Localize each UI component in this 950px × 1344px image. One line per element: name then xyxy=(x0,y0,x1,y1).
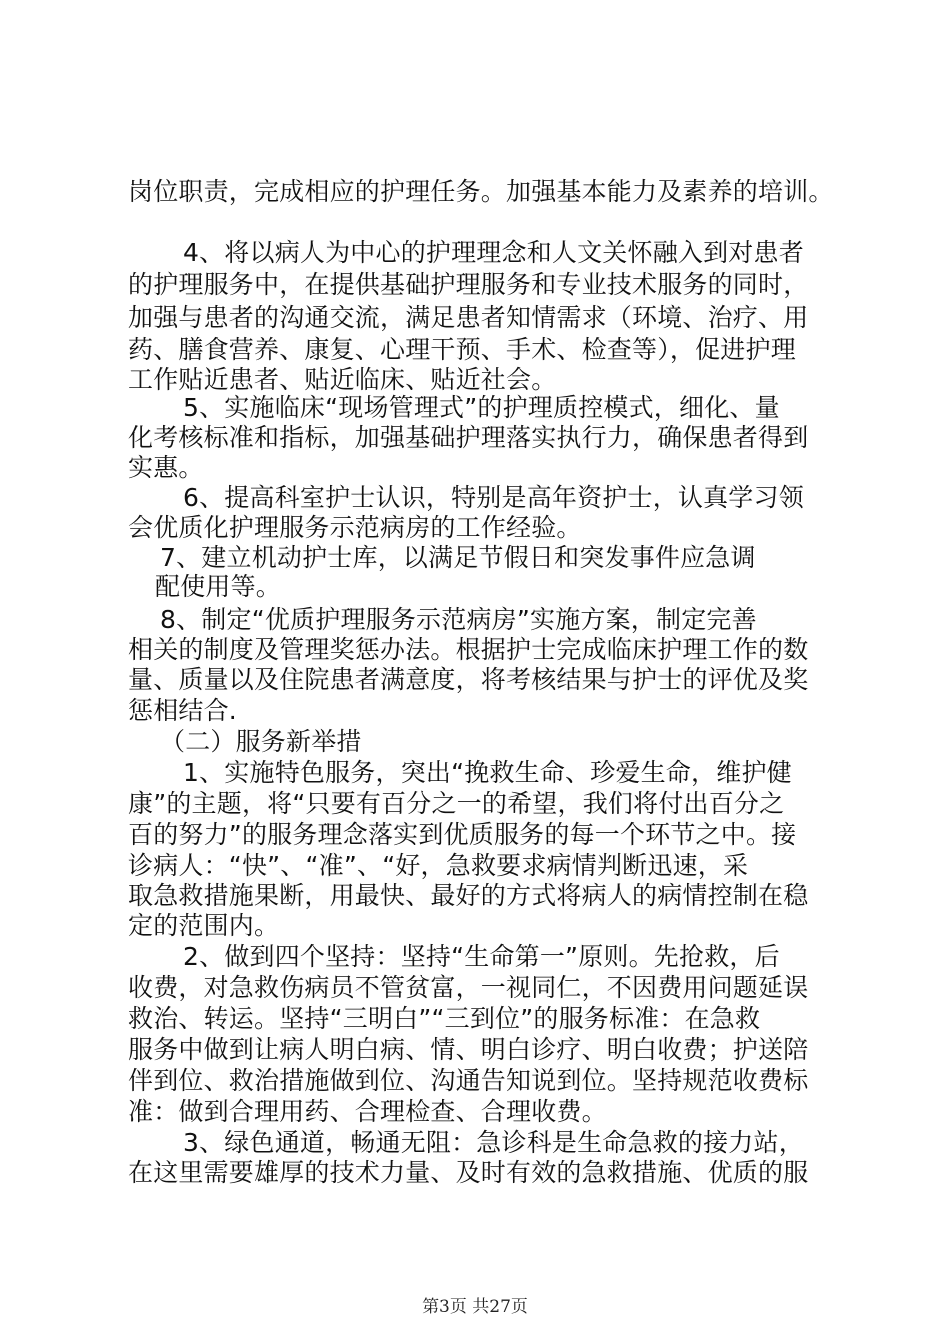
text-line: 诊病人：“快”、“准”、“好，急救要求病情判断迅速，采 xyxy=(128,851,749,880)
text-line: 工作贴近患者、贴近临床、贴近社会。 xyxy=(128,365,557,394)
text-line: 惩相结合. xyxy=(128,696,237,725)
paragraph-5-line: 5、实施临床“现场管理式”的护理质控模式，细化、量 xyxy=(183,393,780,422)
text-line: 康”的主题，将“只要有百分之一的希望，我们将付出百分之 xyxy=(128,789,785,818)
item-3-line: 3、绿色通道，畅通无阻：急诊科是生命急救的接力站， xyxy=(183,1128,804,1157)
text-line: 配使用等。 xyxy=(155,572,282,601)
paragraph-6-line: 6、提高科室护士认识，特别是高年资护士，认真学习领 xyxy=(183,483,804,512)
text-line: 准：做到合理用药、合理检查、合理收费。 xyxy=(128,1097,607,1126)
text-line: 救治、转运。坚持“三明白”“三到位”的服务标准：在急救 xyxy=(128,1004,761,1033)
item-2-line: 2、做到四个坚持：坚持“生命第一”原则。先抢救，后 xyxy=(183,942,780,971)
text-line: 伴到位、救治措施做到位、沟通告知说到位。坚持规范收费标 xyxy=(128,1066,809,1095)
item-1-line: 1、实施特色服务，突出“挽救生命、珍爱生命，维护健 xyxy=(183,758,792,787)
page-number-footer: 第3页 共27页 xyxy=(422,1297,528,1317)
text-line: 量、质量以及住院患者满意度，将考核结果与护士的评优及奖 xyxy=(128,665,809,694)
text-line: 加强与患者的沟通交流，满足患者知情需求（环境、治疗、用 xyxy=(128,303,809,332)
text-line: 的护理服务中，在提供基础护理服务和专业技术服务的同时， xyxy=(128,270,809,299)
paragraph-8-line: 8、制定“优质护理服务示范病房”实施方案，制定完善 xyxy=(160,605,757,634)
paragraph-4-line: 4、将以病人为中心的护理理念和人文关怀融入到对患者 xyxy=(183,238,804,267)
text-line: 百的努力”的服务理念落实到优质服务的每一个环节之中。接 xyxy=(128,820,797,849)
text-line: 服务中做到让病人明白病、情、明白诊疗、明白收费；护送陪 xyxy=(128,1035,809,1064)
text-line: 在这里需要雄厚的技术力量、及时有效的急救措施、优质的服 xyxy=(128,1158,809,1187)
text-line: 相关的制度及管理奖惩办法。根据护士完成临床护理工作的数 xyxy=(128,635,809,664)
paragraph-7-line: 7、建立机动护士库，以满足节假日和突发事件应急调 xyxy=(160,543,756,572)
text-line: 定的范围内。 xyxy=(128,911,280,940)
text-line: 化考核标准和指标，加强基础护理落实执行力，确保患者得到 xyxy=(128,423,809,452)
section-heading: （二）服务新举措 xyxy=(160,727,362,756)
text-line: 收费，对急救伤病员不管贫富，一视同仁，不因费用问题延误 xyxy=(128,973,809,1002)
text-line: 实惠。 xyxy=(128,453,204,482)
text-line: 取急救措施果断，用最快、最好的方式将病人的病情控制在稳 xyxy=(128,881,809,910)
text-line: 会优质化护理服务示范病房的工作经验。 xyxy=(128,513,582,542)
text-line: 岗位职责，完成相应的护理任务。加强基本能力及素养的培训。 xyxy=(128,177,834,206)
text-line: 药、膳食营养、康复、心理干预、手术、检查等），促进护理 xyxy=(128,335,796,364)
